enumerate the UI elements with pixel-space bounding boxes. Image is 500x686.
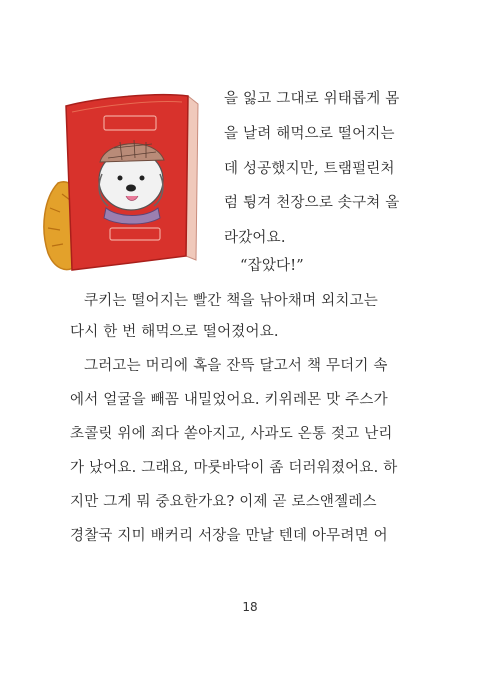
text-line: 경찰국 지미 배커리 서장을 만날 텐데 아무려면 어 <box>70 528 388 544</box>
text-line: 에서 얼굴을 빼꼼 내밀었어요. 키위레몬 맛 주스가 <box>70 392 388 408</box>
text-line: 가 났어요. 그래요, 마룻바닥이 좀 더러워졌어요. 하 <box>70 460 398 476</box>
text-line: 럼 튕겨 천장으로 솟구쳐 올 <box>224 195 400 211</box>
text-line: 을 날려 해먹으로 떨어지는 <box>224 126 395 142</box>
text-line: 그러고는 머리에 혹을 잔뜩 달고서 책 무더기 속 <box>84 358 388 374</box>
text-line: 지만 그게 뭐 중요한가요? 이제 곧 로스앤젤레스 <box>70 494 377 510</box>
text-line: 라갔어요. <box>224 230 286 246</box>
dialogue-line: “잡았다!” <box>240 258 304 274</box>
text-line: 다시 한 번 해먹으로 떨어졌어요. <box>70 324 279 340</box>
text-line: 초콜릿 위에 죄다 쏟아지고, 사과도 온통 젖고 난리 <box>70 426 393 442</box>
text-line: 을 잃고 그대로 위태롭게 몸 <box>224 91 400 107</box>
page-number: 18 <box>242 600 258 614</box>
book-illustration <box>36 78 206 278</box>
text-line: 쿠키는 떨어지는 빨간 책을 낚아채며 외치고는 <box>84 293 378 309</box>
book-with-dog-icon <box>36 78 206 278</box>
text-line: 데 성공했지만, 트램펄린처 <box>224 161 395 177</box>
